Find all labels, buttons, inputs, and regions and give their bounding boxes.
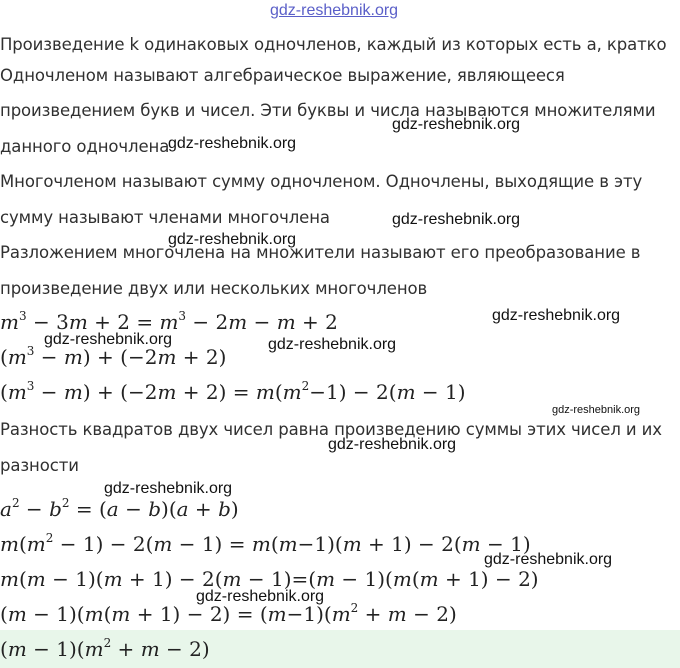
watermark: gdz-reshebnik.org (492, 307, 621, 324)
paragraph-difference-of-squares-1: Разность квадратов двух чисел равна произведению суммы этих чисел и их (0, 420, 662, 439)
watermark: gdz-reshebnik.org (168, 231, 297, 248)
paragraph-monomial-definition-3: данного одночлена (0, 137, 170, 156)
paragraph-factorization-definition-2: произведение двух или нескольких многочленов (0, 279, 428, 298)
watermark: gdz-reshebnik.org (104, 480, 233, 497)
paragraph-polynomial-definition-1: Многочленом называют сумму одночленом. Одночлены, выходящие в эту (0, 172, 643, 191)
paragraph-factorization-definition-1: Разложением многочлена на множители называют его преобразование в (0, 243, 641, 262)
equation-1: $m^3 - 3m + 2 = m^3 - 2m - m + 2$ (0, 309, 338, 334)
equation-3: $(m^3 - m) + (-2m + 2) = m(m^2-1) - 2(m - 1)$ (0, 379, 466, 404)
watermark: gdz-reshebnik.org (328, 436, 457, 453)
watermark: gdz-reshebnik.org (196, 588, 325, 605)
paragraph-monomial-definition-2: произведением букв и чисел. Эти буквы и числа называются множителями (0, 101, 656, 120)
paragraph-text: Произведение k одинаковых одночленов, каждый из которых есть a, кратко (0, 35, 667, 54)
watermark: gdz-reshebnik.org (268, 336, 397, 353)
watermark: gdz-reshebnik.org (484, 551, 613, 568)
paragraph-monomial-definition-1: Одночленом называют алгебраическое выражение, являющееся (0, 66, 565, 85)
equation-5: m(m − 1)(m + 1) − 2(m − 1)=(m − 1)(m(m + 1) − 2) (0, 567, 539, 591)
equation-2: $(m^3 - m) + (-2m + 2)$ (0, 344, 227, 369)
watermark: gdz-reshebnik.org (392, 211, 521, 228)
watermark: gdz-reshebnik.org (168, 135, 297, 152)
paragraph-product-of-monomials (0, 35, 667, 54)
watermark-top: gdz-reshebnik.org (270, 2, 399, 19)
equation-4: $m(m^2 - 1) - 2(m - 1) = m(m-1)(m + 1) - 2(m - 1)$ (0, 531, 531, 556)
watermark: gdz-reshebnik.org (44, 331, 173, 348)
paragraph-difference-of-squares-2: разности (0, 456, 79, 475)
paragraph-polynomial-definition-2: сумму называют членами многочлена (0, 208, 330, 227)
watermark: gdz-reshebnik.org (552, 404, 641, 416)
equation-6: $(m - 1)(m(m + 1) - 2) = (m-1)(m^2 + m - 2)$ (0, 601, 457, 626)
equation-difference-of-squares: $a^2 - b^2 = (a - b)(a + b)$ (0, 496, 239, 521)
equation-answer: $(m - 1)(m^2 + m - 2)$ (0, 636, 210, 661)
watermark: gdz-reshebnik.org (392, 116, 521, 133)
